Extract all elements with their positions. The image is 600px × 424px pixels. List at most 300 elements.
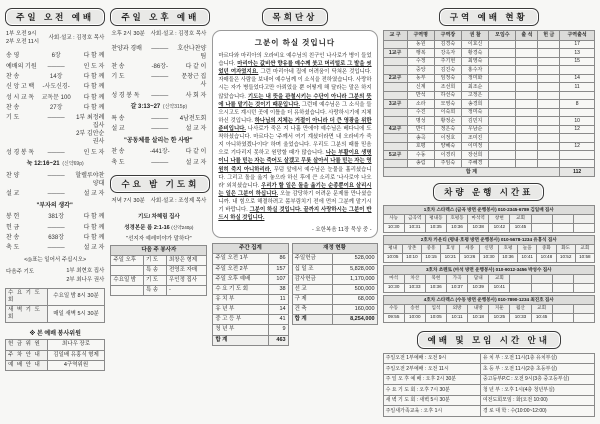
order-row: [6, 160, 104, 168]
service-name: 주일 오후: [111, 255, 144, 265]
district-leader: 김진숙: [434, 66, 461, 75]
table-row: [383, 83, 594, 92]
timetable-cell: 10:39: [467, 283, 488, 293]
timetable-cell: [552, 223, 573, 233]
timetable-cell: [573, 274, 595, 283]
table-row: [383, 159, 594, 168]
district-meetings: [489, 66, 516, 75]
district-name: 명성: [407, 117, 434, 126]
table-row: [383, 151, 594, 160]
district-offering: [538, 57, 560, 66]
timetable-cell: 교회: [575, 244, 595, 253]
timetable-cell: 답내: [467, 274, 488, 283]
order-person-line1: 사 회 자: [185, 92, 207, 99]
order-item-person: [73, 114, 104, 146]
wednesday-header: [111, 198, 206, 206]
order-item-label: 설 교: [6, 191, 20, 198]
order-person-line1: 설 교 자: [185, 159, 207, 166]
order-person-line1: 인 도 자: [83, 63, 105, 70]
offering-category: 합 계: [292, 315, 332, 325]
district-name: 송림: [407, 159, 434, 168]
offering-amount: 5,828,000: [332, 264, 377, 274]
offering-amount: 1,170,000: [332, 274, 377, 284]
timetable-cell: 월산: [509, 304, 530, 313]
district-parish: 1교구: [383, 49, 407, 58]
order-item-person: [176, 115, 206, 123]
district-deaconess: 홍수자: [462, 66, 489, 75]
table-row: [213, 325, 288, 335]
timetable-cell: [573, 283, 595, 293]
order-item-person: [73, 190, 104, 198]
next-prayer-values: [66, 267, 104, 284]
afternoon-order-list: [111, 45, 206, 167]
order-item-person: [176, 92, 206, 100]
timetable-cell: 10:30: [383, 223, 404, 233]
order-item-hymn: 14장: [49, 73, 63, 80]
order-person-line1: 다 같 이: [185, 64, 207, 71]
timetable-cell: [573, 313, 595, 323]
wednesday-sermon-title: "선지자 예레미야가 말하다": [126, 235, 192, 242]
body-segment: 마리아는 값비싼 향유를 예수께 붓고 머리털로 그 발을 씻었던 여자였지요.: [218, 61, 372, 76]
district-parish: 3교구: [383, 100, 407, 109]
district-name: 중앙: [407, 66, 434, 75]
district-name: 수동: [407, 151, 434, 160]
duty-name: 기 도: [143, 255, 166, 265]
order-item-hymn: -86장-: [151, 64, 168, 71]
attendance-count: 38: [268, 284, 288, 294]
pastoral-column-title: 목회단상: [262, 8, 329, 26]
order-item-hymn: 638장: [48, 234, 65, 241]
order-row: [6, 172, 104, 188]
order-row: [6, 213, 104, 221]
offering-amount: 68,000: [332, 295, 377, 305]
district-attendance: 17: [560, 40, 595, 49]
district-name: 수정: [407, 57, 434, 66]
duty-name: 기 도: [143, 276, 166, 286]
timetable-cell: [573, 223, 595, 233]
timetable-cell: [552, 214, 573, 223]
finance-table-title: 재정 현황: [292, 244, 377, 254]
server-name: -: [166, 286, 206, 296]
table-row: [383, 125, 594, 134]
district-attendance: [560, 108, 595, 117]
district-offering: [538, 142, 560, 151]
district-parish: [383, 159, 407, 168]
order-item-person: [176, 73, 206, 89]
service-name: 수요일 밤: [111, 276, 144, 286]
district-attendance: 14: [560, 74, 595, 83]
order-item-label: 설 교: [111, 126, 125, 133]
district-meetings: [489, 40, 516, 49]
timetable-cell: 송천: [404, 304, 425, 313]
order-person-line1: 문창근 집사: [181, 74, 207, 89]
table-row: [213, 284, 288, 294]
offering-category: 십 일 조: [292, 264, 332, 274]
district-offering: [538, 125, 560, 134]
timetable-cell: 10:45: [509, 223, 530, 233]
table-row: [383, 374, 594, 385]
meeting-guide-title: 예배 및 모임 시간 안내: [417, 331, 561, 349]
order-item-label: 예배의 기원: [6, 63, 37, 70]
body-segment: 나사로가 죽은 지 나흘 만에야 예수님은 베다니에 도착하셨습니다. 마르다는 '주께서 여기 계셨더라면 내 오라비가 죽지 아니하였겠나이다' 하며 울었습니다. 우리도 그분의 때를 믿음으로 기다리지 못하고 원망할 때가 많습니다.: [218, 125, 372, 157]
order-item-hymn: ────: [47, 191, 65, 198]
table-row: [383, 353, 594, 364]
timetable-cell: 10:26: [459, 253, 478, 263]
timetable-cell: 호평: [498, 244, 517, 253]
attendance-count: 14: [268, 305, 288, 315]
timetable-cell: 수동: [383, 304, 404, 313]
stats-tables: [212, 243, 377, 345]
order-row: [111, 45, 206, 61]
district-offering: [538, 40, 560, 49]
weekly-attendance: [212, 243, 288, 345]
body-segment: 무덤 앞에서 예수님은 눈물을 흘리셨습니다. 그리고 돌을 옮겨 놓으라 하신 후에 큰 소리로 '나사로야 나오라' 외치셨습니다.: [218, 166, 372, 189]
district-present: [516, 91, 538, 100]
table-row: [111, 286, 207, 296]
attendance-category: 중 고 등 부: [213, 315, 269, 325]
server-name: 우인정 집사: [166, 276, 206, 286]
pastoral-column-box: [212, 30, 377, 238]
district-parish: 5교구: [383, 151, 407, 160]
district-header-cell: 구역명: [407, 31, 434, 41]
volunteers-title: ※ 본 예배 봉사위원: [29, 331, 81, 338]
table-row: [383, 395, 594, 406]
district-meetings: [489, 151, 516, 160]
volunteer-name: 최나우 장로: [47, 340, 105, 350]
table-row: [383, 142, 594, 151]
stand-note: <◎표는 일어서 주십시오>: [24, 257, 87, 264]
morning-time-1: 1부 오전 9시: [6, 31, 37, 37]
timetable-cell: [573, 214, 595, 223]
district-parish: 2교구: [383, 74, 407, 83]
body-segment: 하나님의 지체는 거절이 아니라 더 큰 영광을 위한 준비입니다.: [218, 117, 372, 132]
order-center-note: (신약315p): [162, 104, 188, 111]
district-deaconess: 우남순: [462, 125, 489, 134]
order-center-text: "공동체를 살리는 한 사람": [124, 137, 193, 144]
order-item-label: 성 경 봉 독: [111, 92, 140, 99]
attendance-count: 86: [268, 254, 288, 264]
order-item-hymn: ────: [47, 63, 65, 70]
district-offering: [538, 100, 560, 109]
guide-right-item: 중고등부P.C : 오전 9시(3층 중고등부실): [480, 374, 594, 385]
offering-category: 건 축: [292, 305, 332, 315]
timetable-cell: 중화: [536, 244, 555, 253]
district-parish: 4교구: [383, 125, 407, 134]
district-deaconess: 최영숙: [462, 57, 489, 66]
timetable-cell: [552, 274, 573, 283]
vehicle-route-1: [383, 205, 595, 233]
timetable-cell: 10:25: [488, 313, 509, 323]
timetable-cell: 외방: [446, 304, 467, 313]
district-meetings: [489, 49, 516, 58]
next-prayer-1: 1부 최현호 집사: [66, 268, 105, 275]
afternoon-leader: 사회·설교 : 김정호 목사: [150, 31, 207, 37]
order-item-label: 헌 금: [6, 224, 20, 231]
offering-category: 구 제: [292, 295, 332, 305]
order-item-person: [176, 125, 206, 133]
morning-leader: 사회·설교 : 김정호 목사: [48, 34, 105, 41]
timetable-cell: 10:33: [404, 283, 425, 293]
district-header-cell: 헌 금: [538, 31, 560, 41]
timetable-cell: 교회: [531, 304, 552, 313]
district-total-value: 112: [560, 168, 595, 177]
table-row: [383, 40, 594, 49]
meeting-guide-table: [383, 353, 595, 417]
order-item-person: [73, 213, 104, 221]
district-attendance: 15: [560, 57, 595, 66]
order-item-label: 찬 송: [6, 73, 20, 80]
table-row: [292, 315, 377, 325]
next-prayer-2: 2부 최나우 권사: [66, 276, 105, 283]
district-deaconess: 송경희: [462, 100, 489, 109]
district-offering: [538, 134, 560, 143]
order-item-hymn: 381장: [48, 214, 65, 221]
district-leader: 강옥자: [434, 49, 461, 58]
offering-category: 감사헌금: [292, 274, 332, 284]
district-attendance: 8: [560, 100, 595, 109]
order-item-label: 기 도: [111, 74, 125, 81]
district-leader: 김경숙: [434, 40, 461, 49]
body-segment: 그런 마리아네 집에 어려움이 닥쳐온 것입니다. 자매들은 사람을 보내어 예수님께 이 소식을 전하였습니다. 사랑하시는 자가 병들었다고만 아뢰었을 뿐 어떻게 해 달라는 말은 하지 않았습니다.: [218, 69, 372, 100]
table-row: [383, 134, 594, 143]
order-item-person: [176, 45, 206, 61]
district-present: [516, 66, 538, 75]
district-header-cell: 출 석: [516, 31, 538, 41]
timetable-cell: 교회: [488, 274, 509, 283]
order-item-label: 봉 헌: [6, 214, 20, 221]
district-offering: [538, 74, 560, 83]
route-2-times: [383, 253, 595, 263]
district-name: 반디: [407, 125, 434, 134]
order-row: [6, 94, 104, 102]
district-name: 송곡: [407, 134, 434, 143]
order-item-hymn: ────: [47, 245, 65, 252]
district-deaconess: 장선희: [462, 151, 489, 160]
district-meetings: [489, 83, 516, 92]
table-row: [292, 295, 377, 305]
timetable-cell: 묵현: [425, 274, 446, 283]
timetable-cell: [531, 214, 552, 223]
order-item-hymn: ────: [151, 92, 169, 99]
table-row: [292, 254, 377, 264]
district-parish: [383, 134, 407, 143]
order-item-hymn: ────: [47, 115, 65, 122]
district-name: 행복: [407, 49, 434, 58]
route-4-header: 4호차 스타렉스 (수동 방면 운행봉사) 010-7890-1234 최진호 집사: [383, 295, 595, 304]
timetable-cell: 10:31: [404, 223, 425, 233]
order-item-person: [73, 73, 104, 81]
district-offering: [538, 91, 560, 100]
wednesday-prayer-person: 기도/ 차혜림 집사: [137, 213, 180, 220]
table-row: [213, 274, 288, 284]
district-present: [516, 134, 538, 143]
order-row: [6, 224, 104, 232]
district-attendance: 13: [560, 49, 595, 58]
route-3-header: 3호차 쏘렌토 (마석 방면 운행봉사) 010-9012-3456 박성수 집사: [383, 265, 595, 274]
order-row: [6, 63, 104, 71]
guide-right-item: 초 등 부 : 오전 11시(2층 초등부실): [480, 364, 594, 375]
table-row: [6, 350, 105, 360]
district-offering: [538, 83, 560, 92]
server-name: 전영조 자매: [166, 265, 206, 275]
timetable-cell: 10:15: [421, 253, 440, 263]
district-offering: [538, 159, 560, 168]
meeting-name: 새 벽 기 도 회: [6, 306, 48, 323]
timetable-cell: 10:37: [446, 283, 467, 293]
timetable-cell: 화도: [556, 244, 575, 253]
district-leader: 황정순: [434, 117, 461, 126]
district-header-cell: 교 구: [383, 31, 407, 41]
volunteer-role: 주 차 안 내: [6, 350, 48, 360]
route-1-times: [383, 223, 595, 233]
district-deaconess: 조미진: [462, 134, 489, 143]
order-row: [6, 244, 104, 252]
district-total-row: [383, 168, 594, 177]
district-name: 수진: [407, 108, 434, 117]
district-present: [516, 74, 538, 83]
route-4-times: [383, 313, 595, 323]
district-header-cell: 구역출석: [560, 31, 595, 41]
district-name: 동원: [407, 40, 434, 49]
wednesday-scripture: [110, 223, 207, 231]
order-person-line1: 설 교 자: [83, 245, 105, 252]
order-row: [6, 190, 104, 198]
timetable-cell: 신명: [479, 244, 498, 253]
district-leader: 주기현: [434, 57, 461, 66]
table-row: [6, 288, 105, 305]
timetable-cell: 마석역: [467, 214, 488, 223]
timetable-cell: 10:30: [479, 253, 498, 263]
order-item-hymn: ────: [151, 159, 169, 166]
order-item-label: 축 도: [111, 159, 125, 166]
table-row: [111, 265, 207, 275]
order-row: [111, 115, 206, 123]
body-segment: 그런데 예수님은 그 소식을 들으시고도 계시던 곳에 이틀을 더 유하셨습니다. 사랑하시기에 지체하신 것입니다.: [218, 101, 372, 124]
order-center-text: 눅 12:16~21: [26, 161, 60, 168]
timetable-cell: 10:38: [467, 223, 488, 233]
timetable-cell: 사능: [383, 214, 404, 223]
afternoon-time: 오후 2시 30분: [111, 31, 145, 37]
volunteer-role: 예 배 안 내: [6, 360, 48, 370]
wednesday-leader: 사회·설교 : 조성제 목사: [150, 197, 207, 204]
district-deaconess: 황경숙: [462, 49, 489, 58]
guide-left-item: 주일오전 2부예배 : 오전 11시: [383, 364, 480, 375]
district-present: [516, 108, 538, 117]
timetable-cell: 10:36: [498, 253, 517, 263]
service-name: [111, 265, 144, 275]
district-offering: [538, 66, 560, 75]
table-row: [383, 385, 594, 396]
order-person-line2: 2부 김안순 권사: [76, 131, 105, 146]
timetable-cell: [509, 274, 530, 283]
order-item-person: [73, 234, 104, 242]
district-worship-title: 구역 예배 현황: [439, 8, 539, 26]
volunteer-name: 4구역위원: [47, 360, 105, 370]
timetable-cell: 차산: [404, 274, 425, 283]
district-leader: 이정호: [434, 134, 461, 143]
wednesday-scripture-note: (신약240p): [171, 224, 194, 230]
table-row: [383, 117, 594, 126]
timetable-cell: [552, 313, 573, 323]
table-row: [213, 254, 288, 264]
guide-right-item: 여전도회모임 : 화(오전 10:00): [480, 395, 594, 406]
timetable-cell: 10:00: [404, 313, 425, 323]
district-present: [516, 83, 538, 92]
meeting-time: 수요일 밤 8시 30분: [47, 288, 105, 305]
order-row: [6, 52, 104, 60]
order-person-line1: 다 함 께: [83, 234, 105, 241]
timetable-cell: [552, 304, 573, 313]
district-leader: 이숙희: [434, 108, 461, 117]
morning-time-2: 2부 오전 11시: [6, 38, 40, 45]
timetable-cell: 평내동: [425, 214, 446, 223]
timetable-cell: [531, 223, 552, 233]
timetable-cell: 09:55: [383, 313, 404, 323]
order-item-label: 송 영: [6, 53, 20, 60]
pastoral-heading: 그분이 하실 것입니다: [254, 38, 336, 47]
timetable-cell: 늘을: [517, 244, 536, 253]
order-item-label: 찬 양: [6, 172, 20, 179]
order-person-line1: 다 함 께: [83, 104, 105, 111]
district-meetings: [489, 100, 516, 109]
finance-report: [292, 243, 378, 345]
route-1-header: 1호차 스타렉스 (금곡 방면 운행봉사) 010-2345-6789 김일배 집사: [383, 205, 595, 214]
body-segment: 그분이 하실 것입니다. 끝까지 사랑하시는 그분이 반드시 하실 것입니다.: [218, 207, 372, 222]
order-item-hymn: ────: [151, 74, 169, 81]
order-item-label: 축 도: [6, 245, 20, 252]
table-row: [213, 335, 288, 345]
timetable-cell: 10:45: [531, 313, 552, 323]
pastoral-column-section: [212, 6, 377, 418]
nextweek-servers-table: [110, 245, 207, 297]
district-meetings: [489, 142, 516, 151]
district-leader: 임정숙: [434, 74, 461, 83]
order-row: [111, 125, 206, 133]
offering-amount: 8,254,000: [332, 315, 377, 325]
afternoon-wednesday-section: [110, 6, 207, 418]
next-week-prayer: [6, 267, 104, 284]
order-row: [111, 92, 206, 100]
district-parish: [383, 57, 407, 66]
volunteer-role: 헌 금 위 원: [6, 340, 48, 350]
table-row: [383, 406, 594, 417]
timetable-cell: 10:41: [517, 253, 536, 263]
district-present: [516, 142, 538, 151]
district-name: 소라: [407, 100, 434, 109]
timetable-cell: 10:05: [383, 253, 402, 263]
order-person-line1: 다 함 께: [83, 214, 105, 221]
order-item-hymn: ────: [47, 149, 65, 156]
district-parish: [383, 91, 407, 100]
attendance-count: 107: [268, 274, 288, 284]
attendance-count: 463: [268, 335, 288, 345]
table-row: [292, 264, 377, 274]
district-header-cell: 권 찰: [462, 31, 489, 41]
order-row: [111, 63, 206, 71]
timetable-cell: [509, 283, 530, 293]
order-person-line1: 다 함 께: [83, 94, 105, 101]
wednesday-time: 저녁 7시 30분: [111, 197, 145, 204]
district-offering: [538, 151, 560, 160]
order-row: [6, 149, 104, 157]
order-item-label: 특 송: [111, 115, 125, 122]
order-item-label: 찬 송: [111, 149, 125, 156]
attendance-count: 41: [268, 315, 288, 325]
order-row: [6, 202, 104, 210]
timetable-cell: 10:48: [536, 253, 555, 263]
district-deaconess: 고정은: [462, 91, 489, 100]
pastoral-signature: - 요한복음 11장 묵상 중 -: [312, 227, 372, 234]
